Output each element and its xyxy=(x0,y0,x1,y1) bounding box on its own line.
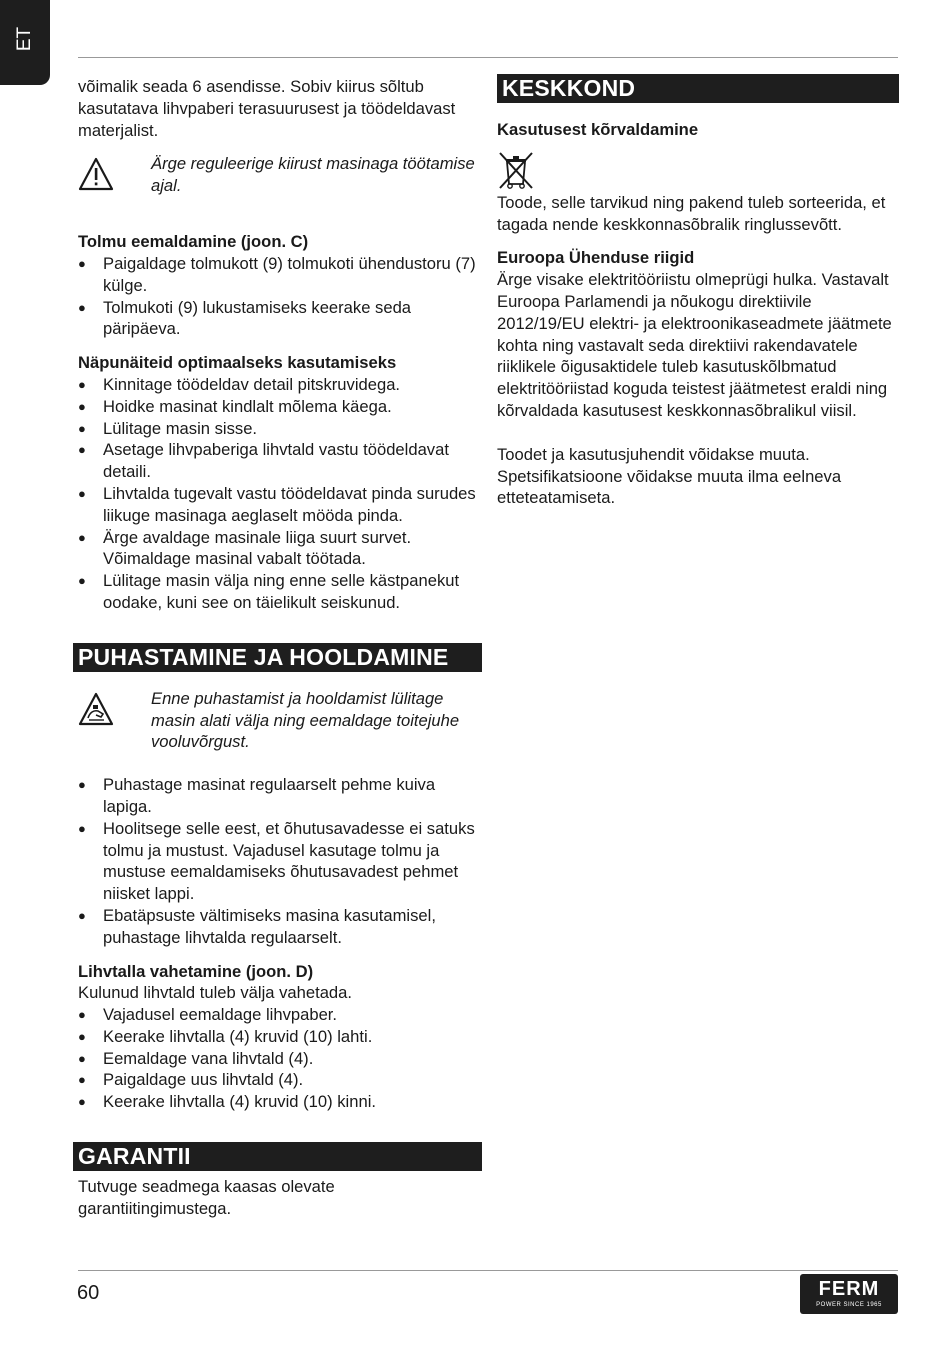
language-code: ET xyxy=(14,26,35,52)
page-number: 60 xyxy=(77,1282,100,1304)
language-tab xyxy=(0,0,50,85)
change-notice: Toodet ja kasutusjuhendit võidakse muuta. Spetsifikatsioone võidakse muuta ilma eelneva etteteatamiseta. xyxy=(497,444,842,508)
list-item: ● Ärge avaldage masinale liiga suurt survet. Võimaldage masinal vabalt töötada. xyxy=(78,527,482,571)
list-item: ● Hoidke masinat kindlalt mõlema käega. xyxy=(78,396,482,418)
right-column xyxy=(497,74,899,509)
cleaning-section-heading: PUHASTAMINE JA HOOLDAMINE xyxy=(73,643,482,672)
list-item: ● Lülitage masin sisse. xyxy=(78,418,482,440)
disposal-heading: Kasutusest kõrvaldamine xyxy=(497,120,699,139)
warranty-text: Tutvuge seadmega kaasas olevate garantiitingimustega. xyxy=(78,1177,335,1218)
logo-tagline: POWER SINCE 1965 xyxy=(816,1302,882,1308)
list-item: ● Eemaldage vana lihvtald (4). xyxy=(78,1048,482,1070)
tips-heading: Näpunäiteid optimaalseks kasutamiseks xyxy=(78,353,397,373)
speed-intro: võimalik seada 6 asendisse. Sobiv kiirus sõltub kasutatava lihvpaberi terasuurusest ja töödeldavast materjalist. xyxy=(78,77,456,140)
cleaning-warning-text: Enne puhastamist ja hooldamist lülitage masin alati välja ning eemaldage toitejuhe vooluvõrgust. xyxy=(151,688,460,752)
eu-text: Ärge visake elektritööriistu olmeprügi hulka. Vastavalt Euroopa Parlamendi ja nõukogu direktiivile 2012/19/EU elektri- ja elektroonikaseadmete jäätmete kohta ning vastavalt seda direktiivi rakendavatele riiklikele õigusaktidele tuleb kasutuskõlbmatud elektritööriistad koguda teistest jäätmetest eraldi ning kõrvaldada kasutusest keskkonnasõbralikul viisil. xyxy=(497,270,892,420)
list-item: ● Puhastage masinat regulaarselt pehme kuiva lapiga. xyxy=(78,774,482,818)
list-item: ● Hoolitsege selle eest, et õhutusavadesse ei satuks tolmu ja mustust. Vajadusel kasutage tolmu ja mustuse eemaldamiseks õhutusavadest pehmet niisket lappi. xyxy=(78,818,482,905)
list-item: ● Lihvtalda tugevalt vastu töödeldavat pinda surudes liikuge masinaga aeglaselt mööda pinda. xyxy=(78,483,482,527)
eu-heading: Euroopa Ühenduse riigid xyxy=(497,248,695,268)
bottom-rule xyxy=(78,1270,898,1271)
list-item: ● Asetage lihvpaberiga lihvtald vastu töödeldavat detaili. xyxy=(78,439,482,483)
warranty-section-heading: GARANTII xyxy=(73,1142,482,1171)
cleaning-warning xyxy=(78,688,482,753)
list-item: ● Paigaldage tolmukott (9) tolmukoti ühendustoru (7) külge. xyxy=(78,253,482,297)
list-item: ● Kinnitage töödeldav detail pitskruvidega. xyxy=(78,374,482,396)
left-column xyxy=(78,76,482,1220)
unplug-warning-icon xyxy=(78,688,151,732)
tips-list xyxy=(78,374,482,614)
disposal-text: Toode, selle tarvikud ning pakend tuleb sorteerida, et tagada nende keskkonnasõbralik ringlussevõtt. xyxy=(497,192,886,234)
dust-list xyxy=(78,253,482,340)
cleaning-list xyxy=(78,774,482,948)
warning-triangle-icon xyxy=(78,153,151,197)
list-item: ● Tolmukoti (9) lukustamiseks keerake seda päripäeva. xyxy=(78,297,482,341)
warning-text: Ärge reguleerige kiirust masinaga töötamise ajal. xyxy=(151,154,475,196)
dust-heading: Tolmu eemaldamine (joon. C) xyxy=(78,232,309,252)
top-rule xyxy=(78,57,898,58)
pad-list xyxy=(78,1004,482,1113)
pad-heading: Lihvtalla vahetamine (joon. D) xyxy=(78,961,314,981)
list-item: ● Lülitage masin välja ning enne selle kästpanekut oodake, kuni see on täielikult seiskunud. xyxy=(78,570,482,614)
logo-name: FERM xyxy=(818,1278,880,1300)
environment-section-heading: KESKKOND xyxy=(497,74,899,103)
speed-warning xyxy=(78,153,482,197)
ferm-logo xyxy=(800,1274,898,1314)
pad-intro: Kulunud lihvtald tuleb välja vahetada. xyxy=(78,983,352,1003)
list-item: ● Paigaldage uus lihvtald (4). xyxy=(78,1069,482,1091)
list-item: ● Keerake lihvtalla (4) kruvid (10) lahti. xyxy=(78,1026,482,1048)
list-item: ● Vajadusel eemaldage lihvpaber. xyxy=(78,1004,482,1026)
list-item: ● Ebatäpsuste vältimiseks masina kasutamisel, puhastage lihvtalda regulaarselt. xyxy=(78,905,482,949)
crossed-bin-icon xyxy=(497,150,899,192)
list-item: ● Keerake lihvtalla (4) kruvid (10) kinni. xyxy=(78,1091,482,1113)
